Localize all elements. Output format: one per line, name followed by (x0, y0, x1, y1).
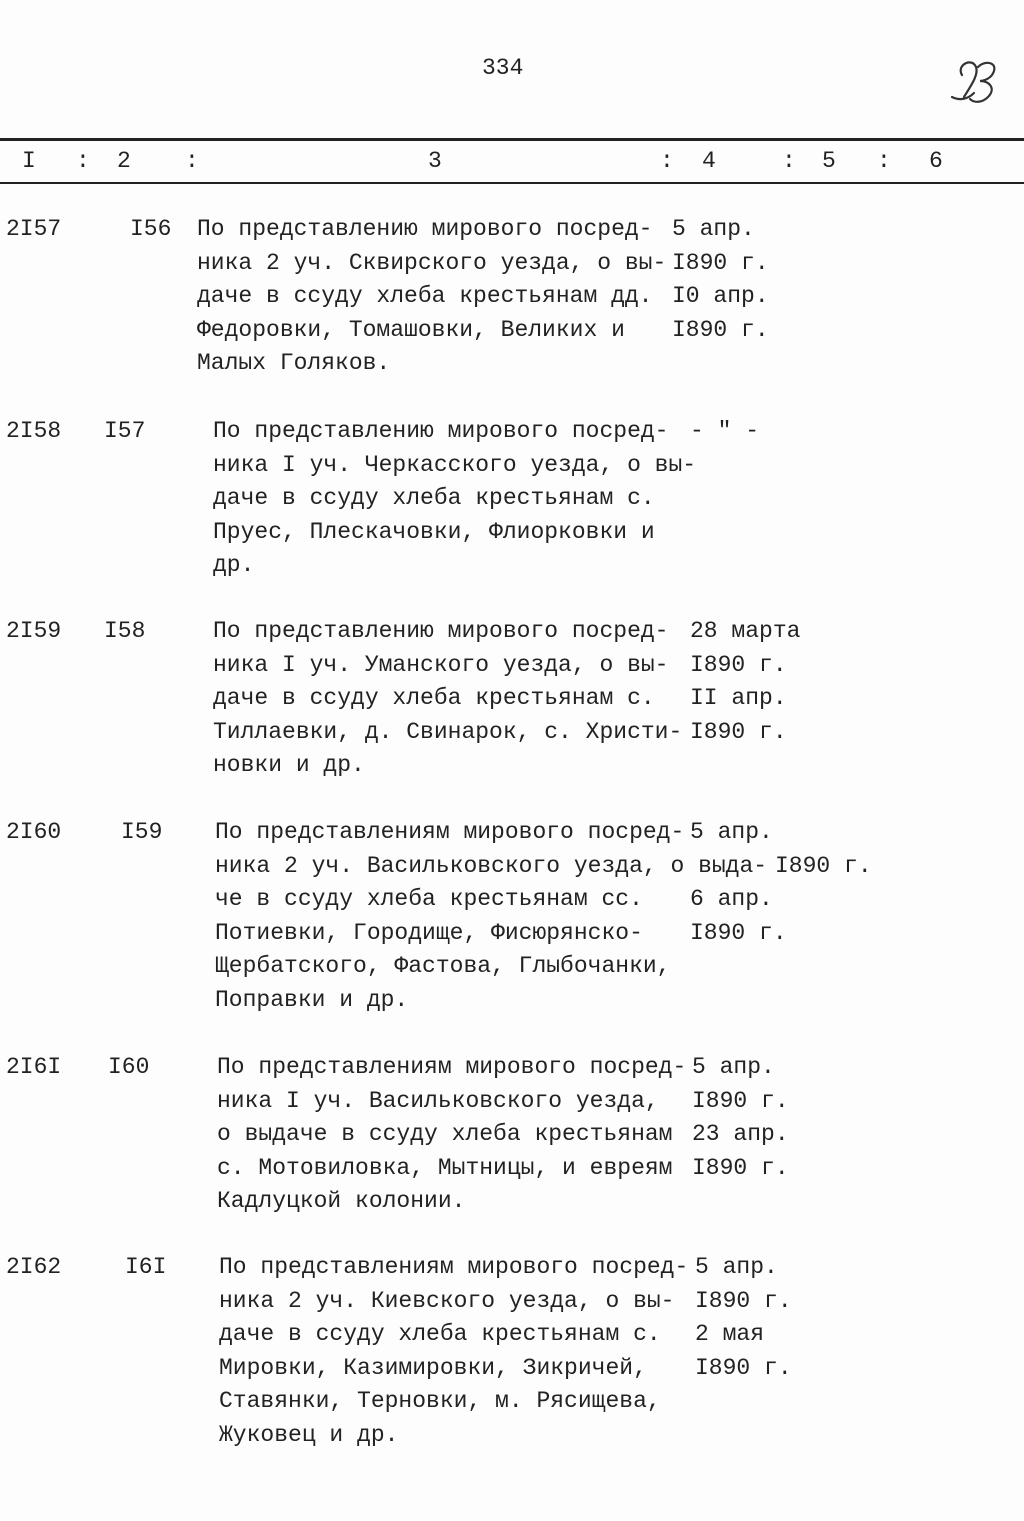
entry-sub-number: I56 (130, 216, 172, 242)
description-line: По представлению мирового посред- (213, 618, 669, 644)
date-line: I890 г. (690, 718, 787, 745)
date-line: 6 апр. (690, 886, 773, 912)
date-line: I890 г. (695, 1287, 792, 1314)
entry-dates (690, 816, 872, 950)
entry-number: 2I6I (6, 1054, 62, 1080)
entry-number: 2I60 (6, 819, 62, 845)
col-header-6: 6 (929, 148, 943, 174)
description-line: Малых Голяков. (197, 350, 391, 376)
date-line: 5 апр. (692, 1054, 775, 1080)
date-line: 23 апр. (692, 1121, 789, 1147)
entry-number: 2I62 (6, 1254, 62, 1280)
col-header-4: 4 (702, 148, 716, 174)
description-line: Мировки, Казимировки, Зикричей, (219, 1354, 647, 1381)
description-line: По представлениям мирового посред- (215, 819, 685, 845)
entry-sub-number: I58 (104, 618, 146, 644)
description-line: ника 2 уч. Сквирского уезда, о вы- (197, 249, 667, 276)
date-line: I890 г. (692, 1087, 789, 1114)
date-line: 28 марта (690, 618, 801, 644)
date-line: I890 г. (775, 852, 872, 879)
header-top-rule (0, 138, 1024, 141)
description-line: По представлению мирового посред- (197, 216, 653, 242)
description-line: ника 2 уч. Киевского уезда, о вы- (219, 1287, 675, 1314)
date-line: - " - (690, 418, 760, 444)
col-separator: : (877, 148, 891, 174)
date-line: II апр. (690, 685, 787, 711)
description-line: Ставянки, Терновки, м. Рясищева, (219, 1388, 661, 1414)
date-line: I890 г. (690, 651, 787, 678)
entry-description (217, 1051, 686, 1219)
description-line: Тиллаевки, д. Свинарок, с. Христи- (213, 718, 683, 745)
entry-dates (695, 1251, 792, 1385)
date-line: I890 г. (672, 316, 769, 343)
description-line: ника I уч. Черкасского уезда, о вы- (213, 451, 697, 478)
col-separator: : (660, 148, 674, 174)
description-line: даче в ссуду хлеба крестьянам с. (219, 1321, 661, 1347)
description-line: По представлениям мирового посред- (217, 1054, 687, 1080)
col-header-5: 5 (822, 148, 836, 174)
description-line: Пруес, Плескачовки, Флиорковки и (213, 518, 655, 545)
date-line: 2 мая (695, 1321, 765, 1347)
entry-sub-number: I6I (125, 1254, 167, 1280)
description-line: Потиевки, Городище, Фисюрянско- (215, 919, 643, 946)
description-line: Федоровки, Томашовки, Великих и (197, 316, 625, 343)
date-line: I890 г. (695, 1354, 792, 1381)
entry-number: 2I57 (6, 216, 62, 242)
description-line: Щербатского, Фастова, Глыбочанки, (215, 953, 671, 979)
description-line: о выдаче в ссуду хлеба крестьянам (217, 1121, 673, 1147)
date-line: I890 г. (692, 1154, 789, 1181)
col-header-2: 2 (117, 148, 131, 174)
description-line: новки и др. (213, 752, 365, 778)
date-line: I890 г. (690, 919, 787, 946)
entry-description (197, 213, 666, 381)
date-line: I890 г. (672, 249, 769, 276)
entry-dates (690, 415, 759, 449)
description-line: ника I уч. Уманского уезда, о вы- (213, 651, 669, 678)
col-separator: : (782, 148, 796, 174)
entry-sub-number: I60 (108, 1054, 150, 1080)
entry-number: 2I58 (6, 418, 62, 444)
description-line: ника 2 уч. Васильковского уезда, о выда- (215, 852, 768, 879)
date-line: 5 апр. (695, 1254, 778, 1280)
description-line: др. (213, 552, 255, 578)
description-line: даче в ссуду хлеба крестьянам с. (213, 685, 655, 711)
description-line: Поправки и др. (215, 986, 409, 1013)
description-line: даче в ссуду хлеба крестьянам дд. (197, 283, 653, 309)
entry-description (213, 615, 682, 783)
entry-sub-number: I59 (121, 819, 163, 845)
description-line: с. Мотовиловка, Мытницы, и евреям (217, 1154, 673, 1181)
entry-sub-number: I57 (104, 418, 146, 444)
entry-description (219, 1251, 688, 1452)
description-line: Жуковец и др. (219, 1421, 399, 1448)
entry-description (215, 816, 767, 1017)
entry-dates (690, 615, 800, 749)
description-line: даче в ссуду хлеба крестьянам с. (213, 485, 655, 511)
entry-dates (672, 213, 769, 347)
header-bottom-rule (0, 182, 1024, 184)
col-header-1: I (22, 148, 36, 174)
handwritten-folio-number (940, 45, 1010, 115)
col-separator: : (185, 148, 199, 174)
description-line: По представлениям мирового посред- (219, 1254, 689, 1280)
page-number: 334 (482, 55, 524, 81)
date-line: 5 апр. (672, 216, 755, 242)
date-line: I0 апр. (672, 283, 769, 309)
description-line: ника I уч. Васильковского уезда, (217, 1087, 659, 1114)
description-line: че в ссуду хлеба крестьянам сс. (215, 886, 643, 912)
entry-number: 2I59 (6, 618, 62, 644)
description-line: Кадлуцкой колонии. (217, 1188, 466, 1214)
description-line: По представлению мирового посред- (213, 418, 669, 444)
entry-description (213, 415, 696, 583)
entry-dates (692, 1051, 789, 1185)
col-header-3: 3 (428, 148, 442, 174)
date-line: 5 апр. (690, 819, 773, 845)
col-separator: : (76, 148, 90, 174)
